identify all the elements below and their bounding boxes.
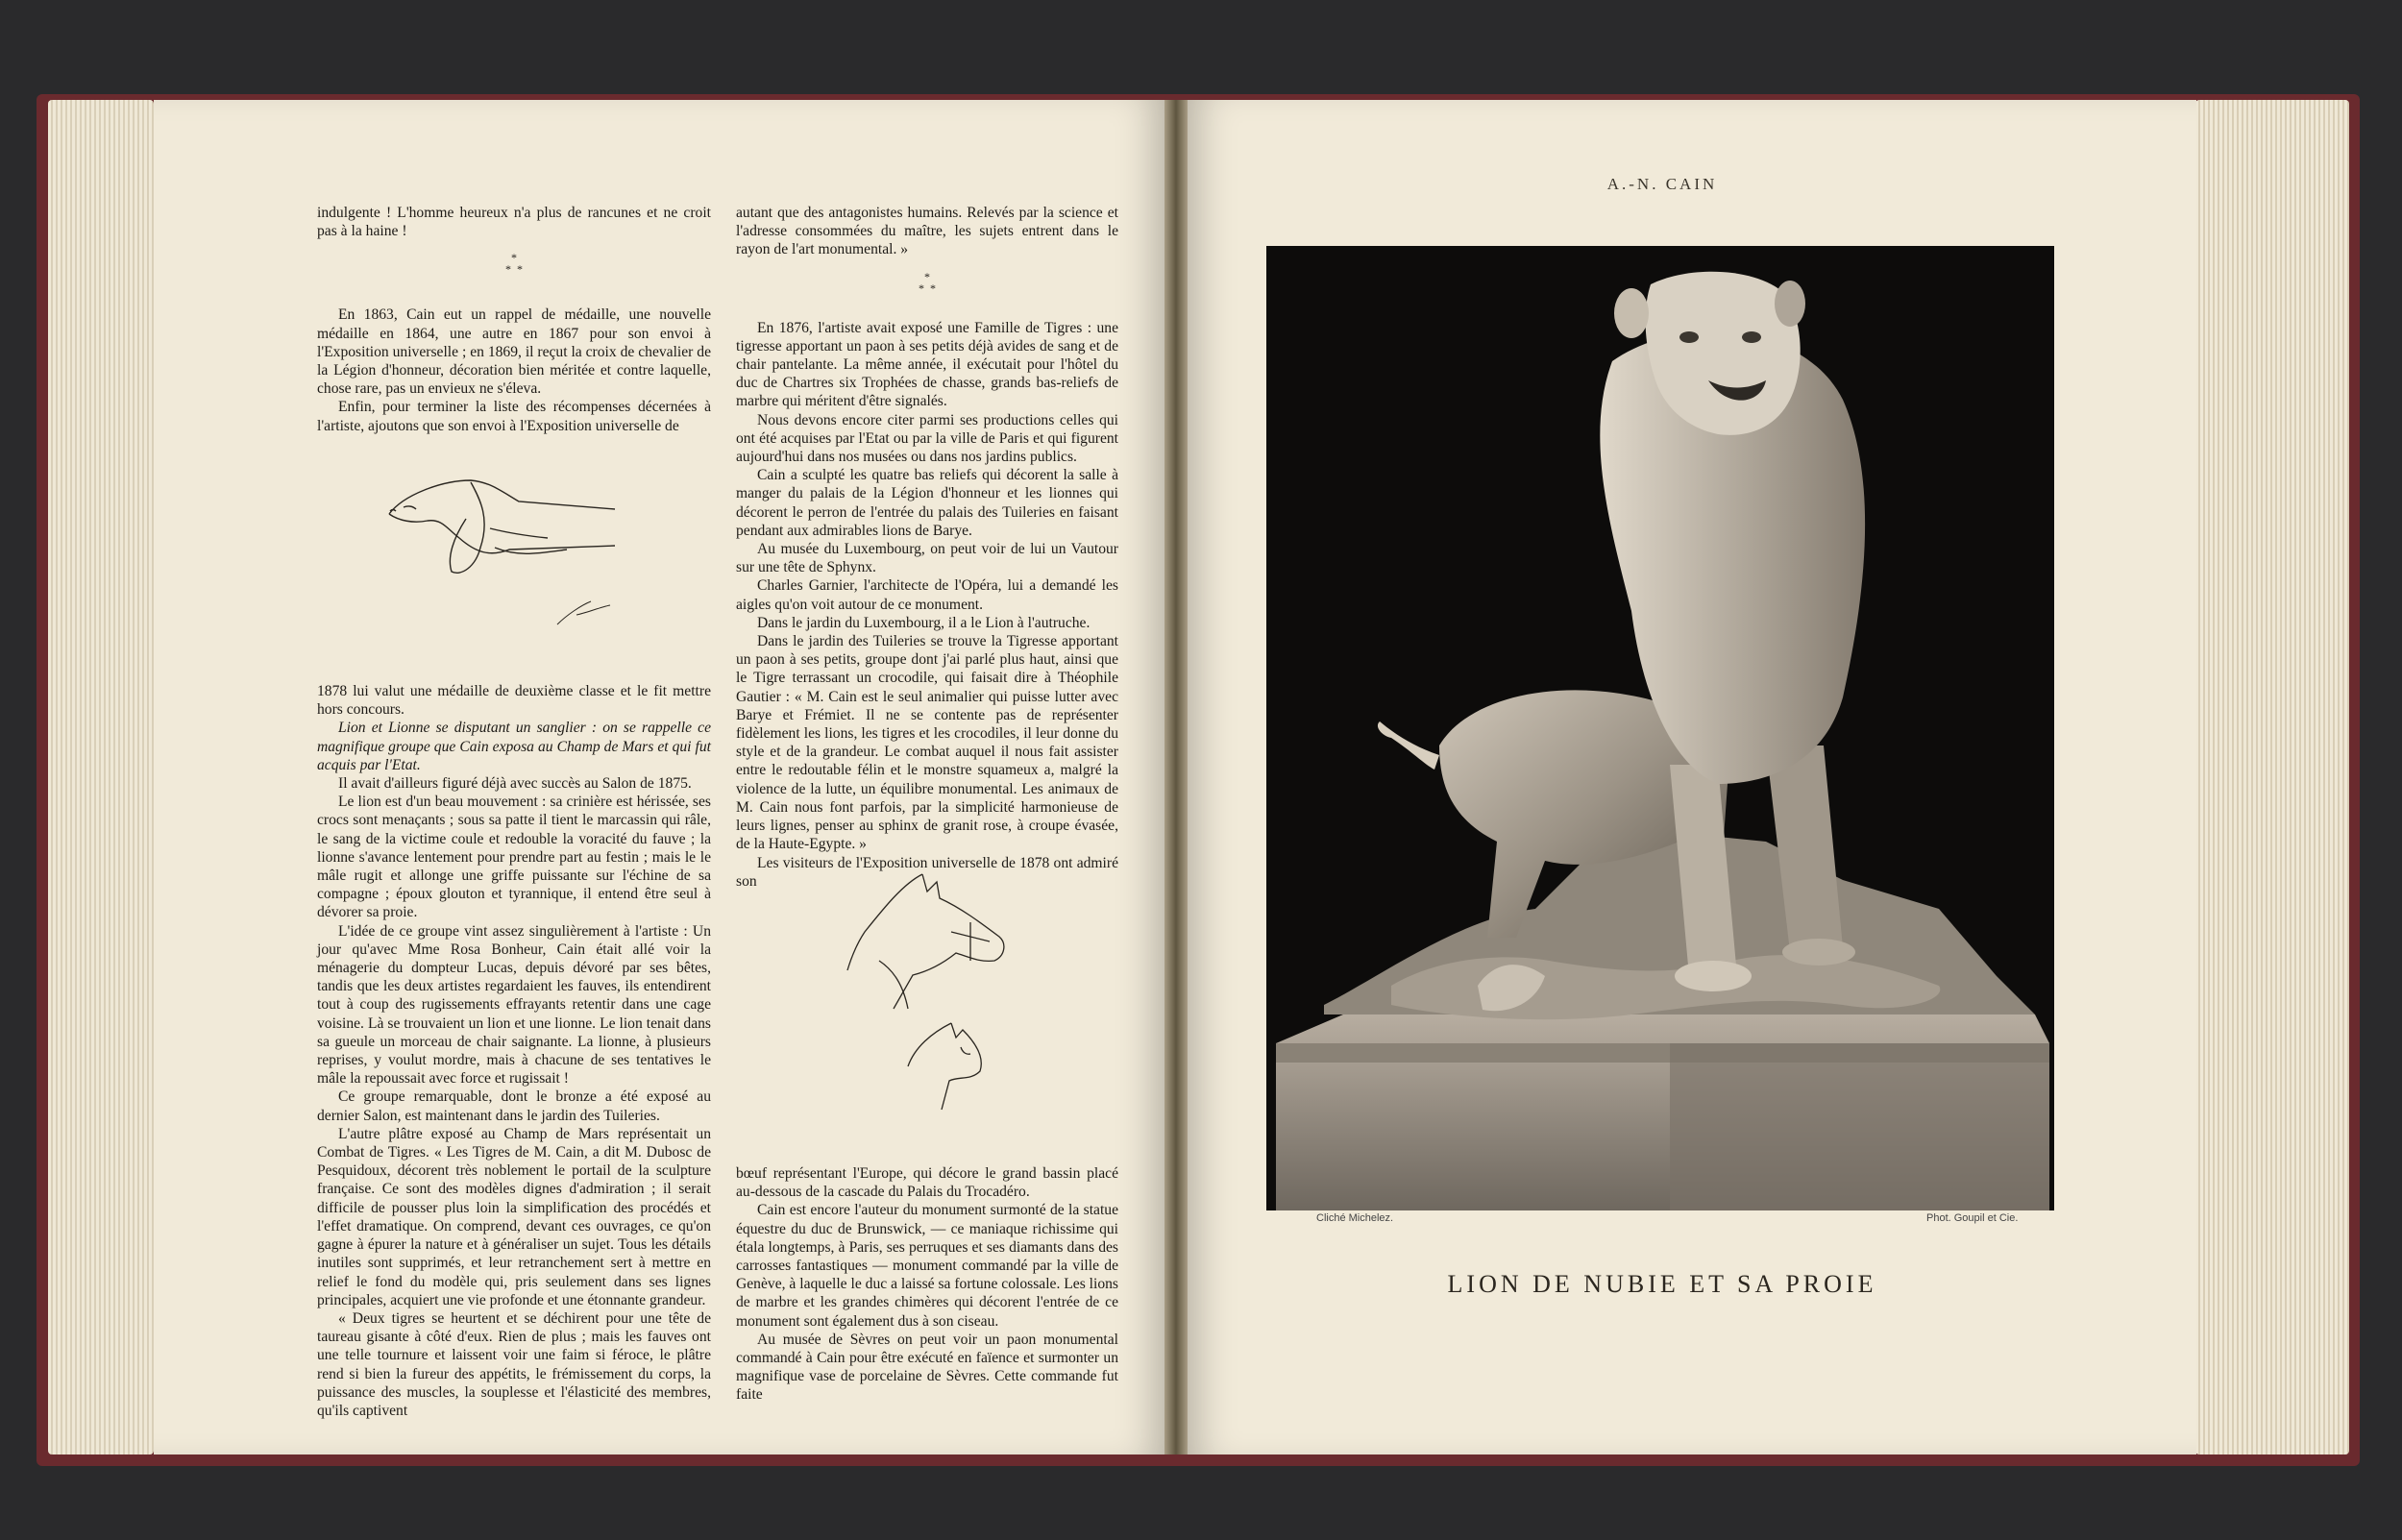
paragraph: 1878 lui valut une médaille de deuxième classe et le fit mettre hors concours. [317,683,711,719]
horse-head-sketches [836,865,1028,1114]
paragraph: Au musée de Sèvres on peut voir un paon monumental commandé à Cain pour être exécuté en faïence et surmonter un magnifique vase de porcelaine de Sèvres. Cette commande fut faite [736,1331,1118,1404]
paragraph: Ce groupe remarquable, dont le bronze a été exposé au dernier Salon, est maintenant dans le jardin des Tuileries. [317,1088,711,1124]
paragraph: L'autre plâtre exposé au Champ de Mars représentait un Combat de Tigres. « Les Tigres de M. Cain, a dit M. Dubosc de Pesquidoux, décorent très noblement le portail de la sculpture française. Ce sont des modèles dignes d'admiration ; il serait difficile de pousser plus loin la simplification des procédés et l'effet dramatique. On comprend, devant ces ouvrages, ce qu'on gagne à épurer la nature et à généraliser un sujet. Tous les détails inutiles sont supprimés, et leur retranchement sert à mettre en relief le fond du modèle qui, pris seulement dans ses lignes principales, acquiert une vie profonde et une étonnante grandeur. [317,1125,711,1308]
left-column-1-bottom [317,682,711,1420]
photo-credit-right: Phot. Goupil et Cie. [1926,1212,2019,1224]
paragraph: Dans le jardin des Tuileries se trouve la Tigresse apportant un paon à ses petits, groupe dont j'ai parlé plus haut, ainsi que le Tigre terrassant un crocodile, qui faisait dire à Théophile Gautier : « M. Cain est le seul animalier qui puisse lutter avec Barye et Frémiet. Il ne se contente pas de représenter fidèlement les lions, les tigres et les crocodiles, il leur donne du style et de la grandeur. Le combat auquel il nous fait assister entre le redoutable félin et le monstre squameux a, malgré la violence de la lutte, un équilibre monumental. Les animaux de M. Cain nous font parfois, par la simplicité harmonieuse de leurs lignes, penser au sphinx de granit rose, à croupe évasée, de la Haute-Egypte. » [736,633,1118,853]
paragraph: Nous devons encore citer parmi ses productions celles qui ont été acquises par l'Etat ou par la ville de Paris et qui figurent aujourd'hui dans nos musées ou dans nos jardins publics. [736,411,1118,466]
photo-plate-lion-sculpture [1266,246,2054,1210]
paragraph: indulgente ! L'homme heureux n'a plus de rancunes et ne croit pas à la haine ! [317,205,711,240]
lion-sculpture-photo [1266,246,2054,1210]
section-stars: * * * [919,269,936,295]
paragraph: Au musée du Luxembourg, on peut voir de lui un Vautour sur une tête de Sphynx. [736,541,1118,576]
page-edges-right [2195,100,2349,1454]
paragraph: autant que des antagonistes humains. Relevés par la science et l'adresse consommées du maître, les sujets entrent dans le rayon de l'art monumental. » [736,205,1118,258]
paragraph: En 1876, l'artiste avait exposé une Famille de Tigres : une tigresse apportant un paon à ses petits déjà avides de sang et de chair pantelante. La même année, il exécutait pour l'hôtel du duc de Chartres six Trophées de chasse, grands bas-reliefs de marbre qui méritent d'être signalés. [736,319,1118,410]
page-edges-left [48,100,154,1454]
left-column-2-bottom [736,1164,1118,1405]
paragraph: L'idée de ce groupe vint assez singulièrement à l'artiste : Un jour qu'avec Mme Rosa Bonheur, Cain était allé voir la ménagerie du dompteur Lucas, depuis dévoré par ses bêtes, tandis que les deux artistes regardaient les fauves, ils entendirent tout à coup des rugissements effrayants retentir dans une cage voisine. Là se trouvaient un lion et une lionne. Le lion tenait dans sa gueule un morceau de chair saignante. La lionne, à plusieurs reprises, y voulut mordre, mais à chacune de ses tentatives le mâle la repoussait avec force et rugissait ! [317,922,711,1088]
paragraph: En 1863, Cain eut un rappel de médaille, une nouvelle médaille en 1864, une autre en 1867 pour son envoi à l'Exposition universelle ; en 1869, il reçut la croix de chevalier de la Légion d'honneur, décoration bien méritée et contre laquelle, chose rare, pas un envieux ne s'éleva. [317,306,711,398]
paragraph: Il avait d'ailleurs figuré déjà avec succès au Salon de 1875. [338,775,692,793]
section-stars: * * * [505,251,523,277]
paragraph: bœuf représentant l'Europe, qui décore le grand bassin placé au-dessous de la cascade du Palais du Trocadéro. [736,1165,1118,1201]
left-column-1-top [317,204,711,435]
paragraph: Cain a sculpté les quatre bas reliefs qui décorent la salle à manger du palais de la Légion d'honneur et les lionnes qui décorent le perron de l'entrée du palais des Tuileries en faisant pendant aux admirables lions de Barye. [736,467,1118,539]
dog-head-sketch [384,461,634,634]
paragraph: Lion et Lionne se disputant un sanglier : on se rappelle ce magnifique groupe que Cain exposa au Champ de Mars et qui fut acquis par l'Etat. [317,720,711,773]
left-column-2-top [736,204,1118,891]
paragraph: Dans le jardin du Luxembourg, il a le Lion à l'autruche. [757,614,1091,631]
paragraph: Les visiteurs de l'Exposition universelle de 1878 ont admiré son [736,854,1118,890]
plate-caption: LION DE NUBIE ET SA PROIE [1447,1270,1877,1298]
paragraph: Cain est encore l'auteur du monument surmonté de la statue équestre du duc de Brunswick, — ce maniaque richissime qui étala longtemps, à Paris, ses perruques et ses diamants dans des carrosses fantastiques — monument commandé par la ville de Genève, à laquelle le duc a laissé sa fortune colossale. Les lions de marbre et les grandes chimères qui décorent l'entrée de ce monument sont également dus à son ciseau. [736,1202,1118,1330]
paragraph: Le lion est d'un beau mouvement : sa crinière est hérissée, ses crocs sont menaçants ; sous sa patte il tient le marcassin qui râle, le sang de la victime coule et redouble la voracité du fauve ; la lionne s'avance lentement pour prendre part au festin ; mais le le mâle rugit et allonge une griffe puissante sur l'échine de sa compagne ; époux glouton et tyrannique, il entend être seul à dévorer sa proie. [317,794,711,921]
photo-credit-left: Cliché Michelez. [1316,1212,1394,1224]
book-gutter [1164,100,1188,1454]
paragraph: Enfin, pour terminer la liste des récompenses décernées à l'artiste, ajoutons que son envoi à l'Exposition universelle de [317,399,711,434]
running-header: A.-N. CAIN [1606,175,1718,193]
paragraph: « Deux tigres se heurtent et se déchirent pour une tête de taureau gisante à côté d'eux. Rien de plus ; mais les fauves ont une telle tournure et laissent voir une faim si féroce, le plâtre rend si bien la fureur des appétits, le frémissement du corps, la puissance des muscles, la souplesse et l'élasticité des membres, qu'ils captivent [317,1309,711,1419]
paragraph: Charles Garnier, l'architecte de l'Opéra, lui a demandé les aigles qu'on voit autour de ce monument. [736,577,1118,613]
